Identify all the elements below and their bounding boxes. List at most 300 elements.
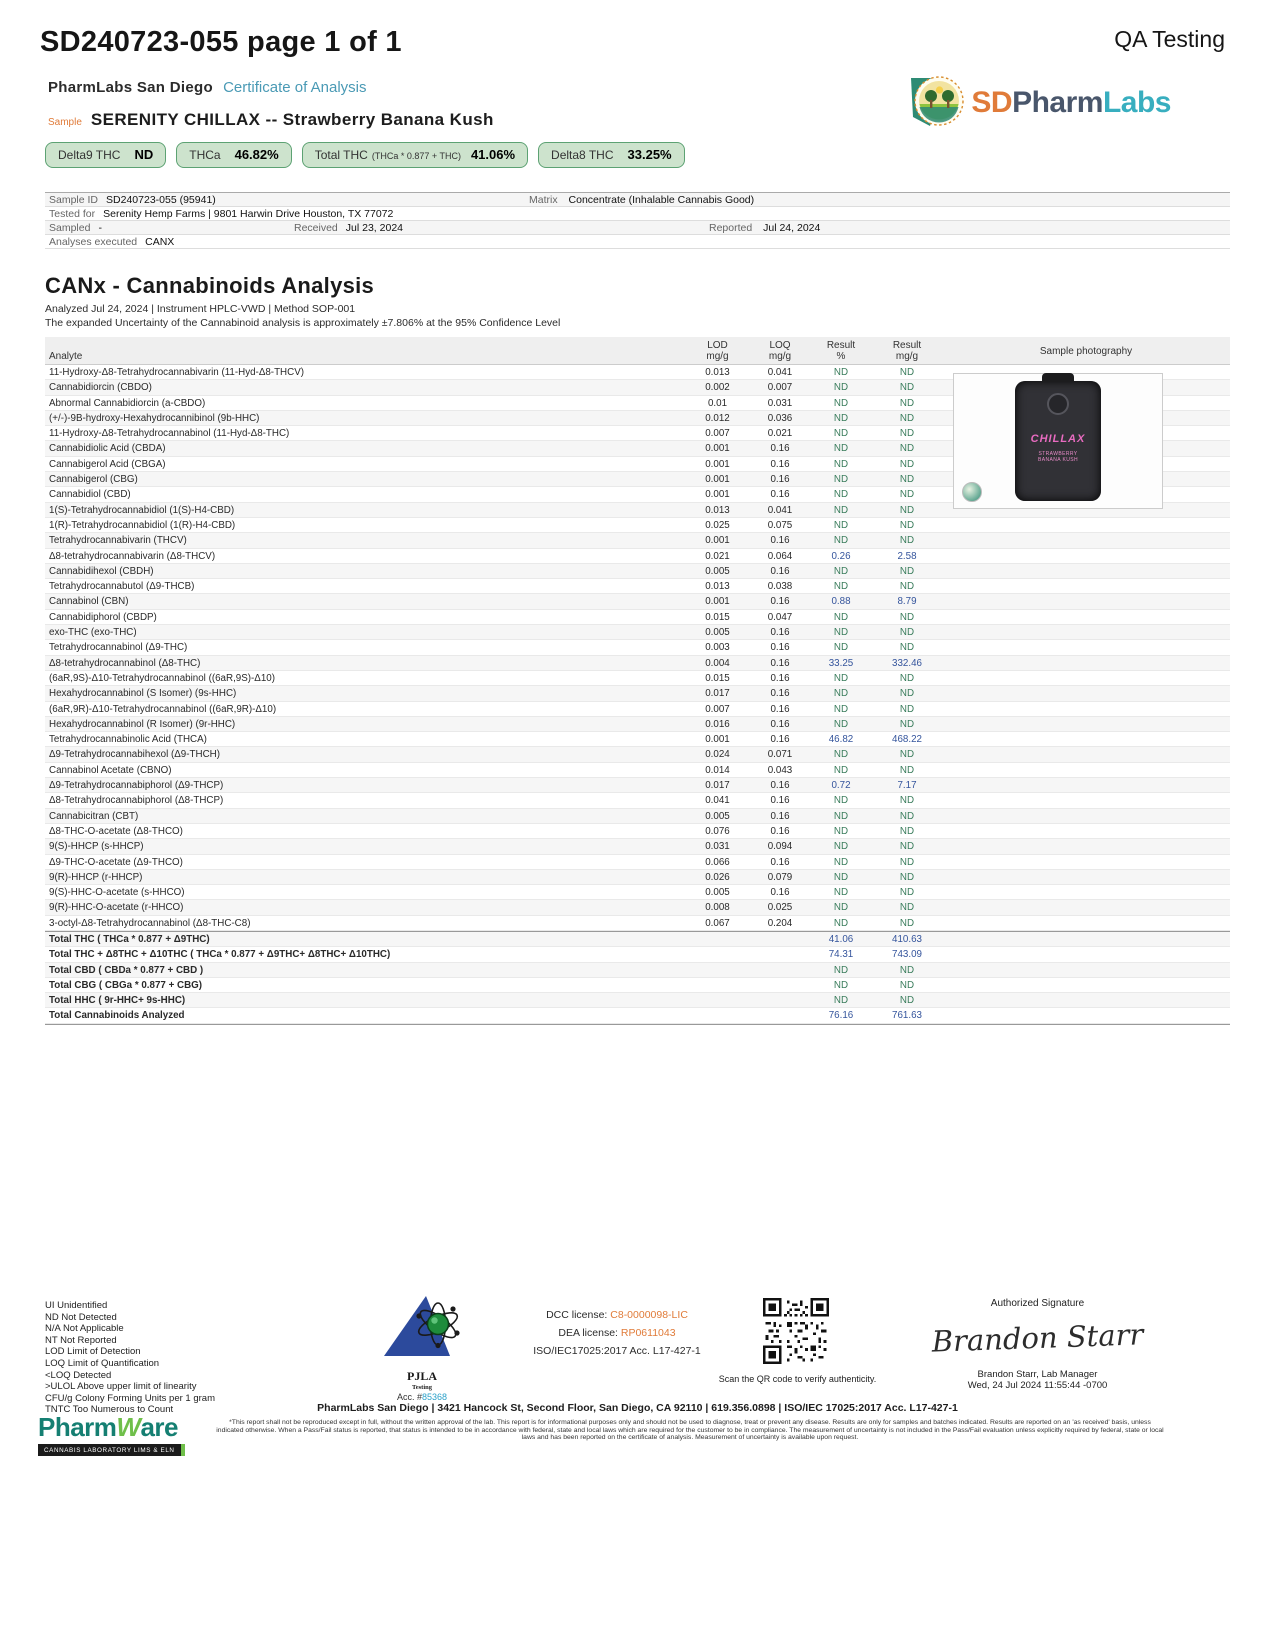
legend-item: ND Not Detected [45,1311,117,1323]
total-name: Total Cannabinoids Analyzed [49,1010,185,1022]
total-row [45,993,1230,1008]
pharmlabs-emblem-icon [903,74,967,132]
device-flavor-line2: BANANA KUSH [1038,457,1078,463]
table-row [45,702,1230,717]
loq-value: 0.16 [770,780,790,792]
loq-value: 0.007 [767,382,793,394]
badge-label: THCa [189,148,221,162]
total-name: Total THC + Δ8THC + Δ10THC ( THCa * 0.877 + Δ9THC+ Δ8THC+ Δ10THC) [49,949,391,961]
analyte-name: Tetrahydrocannabivarin (THCV) [49,535,187,547]
total-pct-value: 41.06 [828,933,854,945]
legend-item: LOD Limit of Detection [45,1346,141,1358]
pjla-accreditation [366,1294,478,1402]
loq-value: 0.031 [767,397,793,409]
badge-value: 41.06% [470,147,516,162]
lod-value: 0.012 [705,412,730,424]
cannabinoids-table [45,337,1230,1025]
total-name: Total CBD ( CBDa * 0.877 + CBD ) [49,964,204,976]
result-mgg-value: ND [899,474,915,486]
analyte-name: Δ8-tetrahydrocannabivarin (Δ8-THCV) [49,550,216,562]
pjla-name: PJLA [407,1369,437,1383]
table-row [45,533,1230,548]
result-pct-value: ND [833,535,849,547]
device-mouthpiece [1042,373,1074,382]
lod-value: 0.024 [705,749,730,761]
loq-value: 0.16 [770,887,790,899]
sample-photo [953,373,1163,509]
totals-rows [45,931,1230,1025]
result-pct-value: ND [833,688,849,700]
potency-badge [45,142,166,168]
result-pct-value: ND [833,672,849,684]
vape-device-image [1015,381,1101,501]
lod-value: 0.001 [705,474,730,486]
result-mgg-value: ND [899,519,915,531]
result-pct-value: ND [833,887,849,899]
total-mgg-value: ND [899,964,915,976]
result-mgg-value: ND [899,917,915,929]
total-pct-value: ND [833,979,849,991]
lod-value: 0.015 [705,672,730,684]
table-row [45,625,1230,640]
pjla-accreditation-number: Acc. #85368 [396,1392,448,1402]
disclaimer: *This report shall not be reproduced except in full, without the written approval of the lab. This report is for informational purposes only and should not be used to diagnose, treat or prevent any disease. Results are only for samples and batches indicated. Results are reported on an 'as received' basis, unless indicated otherwise. When a Pass/Fail status is reported, that status is intended to be in accordance with federal, state and local laws which are required for the customer to be in compliance. The measurement of uncertainty is not included in the Pass/Fail evaluation unless explicitly required by federal, state or local laws and has been reported on the certificate of analysis. Measurement of uncertainty is available upon request. [216,1419,1164,1442]
result-mgg-value: ND [899,902,915,914]
table-row [45,900,1230,915]
device-brand: CHILLAX [1030,433,1086,445]
result-pct-value: ND [833,795,849,807]
lod-value: 0.002 [705,382,730,394]
total-name: Total CBG ( CBGa * 0.877 + CBG) [49,979,203,991]
table-row [45,640,1230,655]
table-row [45,747,1230,762]
table-row [45,916,1230,931]
result-mgg-value: ND [899,367,915,378]
device-logo-badge [1047,393,1069,415]
analyte-name: Δ9-Tetrahydrocannabiphorol (Δ9-THCP) [49,780,224,792]
reported-value: Jul 24, 2024 [763,221,821,234]
matrix-value: Concentrate (Inhalable Cannabis Good) [568,193,755,206]
lod-value: 0.008 [705,902,730,914]
analyte-name: 11-Hydroxy-Δ8-Tetrahydrocannabinol (11-Hyd-Δ8-THC) [49,428,290,440]
sample-name: SERENITY CHILLAX -- Strawberry Banana Kush [90,110,494,129]
result-pct-value: 0.88 [831,596,851,608]
loq-value: 0.16 [770,642,790,654]
badge-value: 33.25% [627,147,672,162]
table-row [45,564,1230,579]
result-mgg-value: ND [899,397,915,409]
sdpharmlabs-logo [903,74,1171,132]
result-pct-value: ND [833,474,849,486]
analyte-name: Cannabidiolic Acid (CBDA) [49,443,166,455]
total-mgg-value: ND [899,979,915,991]
pjla-testing-label: Testing [412,1384,432,1391]
analyte-name: 1(R)-Tetrahydrocannabidiol (1(R)-H4-CBD) [49,519,236,531]
table-row [45,732,1230,747]
analyte-name: Cannabidihexol (CBDH) [49,565,154,577]
col-result-pct: Result % [826,340,856,362]
result-mgg-value: ND [899,382,915,394]
total-pct-value: ND [833,995,849,1007]
result-mgg-value: ND [899,718,915,730]
loq-value: 0.079 [767,871,793,883]
table-row [45,885,1230,900]
loq-value: 0.021 [767,428,793,440]
analyte-name: 11-Hydroxy-Δ8-Tetrahydrocannabivarin (11-Hyd-Δ8-THCV) [49,367,305,378]
legend-item: UI Unidentified [45,1300,108,1311]
uncertainty-note: The expanded Uncertainty of the Cannabinoid analysis is approximately ±7.806% at the 95% Confidence Level [45,317,561,329]
result-pct-value: ND [833,917,849,929]
analyses-value: CANX [145,235,175,248]
table-row [45,870,1230,885]
total-name: Total THC ( THCa * 0.877 + Δ9THC) [49,933,210,945]
sample-meta [45,192,1230,249]
lod-value: 0.004 [705,657,730,669]
legend-item: CFU/g Colony Forming Units per 1 gram [45,1392,215,1404]
result-pct-value: ND [833,749,849,761]
loq-value: 0.075 [767,519,793,531]
signature-block [915,1298,1160,1391]
col-lod: LOD mg/g [706,340,729,362]
received-label: Received [294,221,338,234]
result-mgg-value: ND [899,627,915,639]
loq-value: 0.16 [770,596,790,608]
total-pct-value: 74.31 [828,949,854,961]
result-mgg-value: ND [899,565,915,577]
result-mgg-value: 7.17 [897,780,917,792]
loq-value: 0.047 [767,611,793,623]
loq-value: 0.16 [770,458,790,470]
lod-value: 0.013 [705,367,730,378]
table-header [45,337,1230,365]
table-row [45,855,1230,870]
loq-value: 0.041 [767,367,793,378]
result-mgg-value: ND [899,611,915,623]
legend-item: LOQ Limit of Quantification [45,1357,160,1369]
loq-value: 0.16 [770,703,790,715]
loq-value: 0.16 [770,535,790,547]
dcc-license-number[interactable]: C8-0000098-LIC [610,1309,688,1321]
result-mgg-value: ND [899,535,915,547]
badge-value: 46.82% [234,147,279,162]
analyte-name: Δ8-THC-O-acetate (Δ8-THCO) [49,825,183,837]
loq-value: 0.025 [767,902,793,914]
total-mgg-value: 761.63 [892,1010,922,1022]
meta-row-analyses [45,235,1230,249]
analyte-name: (+/-)-9B-hydroxy-Hexahydrocannibinol (9b-HHC) [49,412,260,424]
lod-value: 0.025 [705,519,730,531]
loq-value: 0.16 [770,627,790,639]
badge-value: ND [134,147,154,162]
dea-license: DEA license: RP0611043 [558,1327,676,1339]
result-pct-value: ND [833,841,849,853]
result-pct-value: ND [833,703,849,715]
lod-value: 0.041 [705,795,730,807]
lod-value: 0.001 [705,443,730,455]
lod-value: 0.005 [705,627,730,639]
total-pct-value: ND [833,964,849,976]
received-value: Jul 23, 2024 [345,221,403,234]
analyte-name: Abnormal Cannabidiorcin (a-CBDO) [49,397,206,409]
result-mgg-value: ND [899,795,915,807]
result-pct-value: ND [833,581,849,593]
analyte-name: (6aR,9S)-Δ10-Tetrahydrocannabinol ((6aR,9S)-Δ10) [49,672,275,684]
result-mgg-value: ND [899,504,915,516]
table-row [45,839,1230,854]
qa-testing-label: QA Testing [1114,26,1225,52]
logo-labs: Labs [1102,86,1171,119]
analyte-name: 9(R)-HHCP (r-HHCP) [49,871,143,883]
lod-value: 0.005 [705,810,730,822]
section-title: CANx - Cannabinoids Analysis [45,273,375,298]
sample-id-label: Sample ID [49,193,99,206]
result-pct-value: ND [833,489,849,501]
result-mgg-value: 332.46 [892,657,922,669]
analyte-name: Cannabigerol (CBG) [49,474,138,486]
legend-item: TNTC Too Numerous to Count [45,1404,174,1416]
result-pct-value: ND [833,825,849,837]
analyte-name: exo-THC (exo-THC) [49,627,137,639]
result-mgg-value: 2.58 [897,550,917,562]
result-mgg-value: ND [899,810,915,822]
analyte-name: Cannabidiphorol (CBDP) [49,611,157,623]
document-id: SD240723-055 page 1 of 1 [40,26,402,58]
loq-value: 0.16 [770,474,790,486]
pjla-logo-icon [376,1294,468,1366]
lod-value: 0.016 [705,718,730,730]
sample-id-value: SD240723-055 (95941) [106,193,216,206]
result-pct-value: ND [833,642,849,654]
lod-value: 0.001 [705,734,730,746]
total-mgg-value: 743.09 [892,949,922,961]
license-block [512,1306,722,1360]
result-pct-value: ND [833,382,849,394]
matrix-label: Matrix [529,193,558,206]
table-row [45,610,1230,625]
loq-value: 0.036 [767,412,793,424]
dea-license-number[interactable]: RP0611043 [620,1327,676,1339]
potency-badge [176,142,291,168]
lod-value: 0.007 [705,428,730,440]
result-pct-value: ND [833,565,849,577]
analyte-name: Δ8-Tetrahydrocannabiphorol (Δ8-THCP) [49,795,224,807]
result-mgg-value: ND [899,412,915,424]
result-mgg-value: 8.79 [897,596,917,608]
analyte-name: 9(R)-HHC-O-acetate (r-HHCO) [49,902,184,914]
loq-value: 0.16 [770,856,790,868]
loq-value: 0.038 [767,581,793,593]
total-pct-value: 76.16 [828,1010,854,1022]
meta-row-dates [45,221,1230,235]
lod-value: 0.001 [705,489,730,501]
analyte-name: 1(S)-Tetrahydrocannabidiol (1(S)-H4-CBD) [49,504,235,516]
badge-label: Delta8 THC [551,148,614,162]
col-loq: LOQ mg/g [768,340,792,362]
analyte-name: 9(S)-HHC-O-acetate (s-HHCO) [49,887,185,899]
result-mgg-value: ND [899,428,915,440]
sampled-value: - [98,221,102,234]
table-row [45,656,1230,671]
result-pct-value: ND [833,718,849,730]
table-row [45,671,1230,686]
loq-value: 0.16 [770,734,790,746]
analyte-name: Cannabinol (CBN) [49,596,129,608]
loq-value: 0.071 [767,749,793,761]
badge-label: Delta9 THC [58,148,121,162]
signature-script: Brandon Starr [931,1317,1144,1359]
loq-value: 0.043 [767,764,793,776]
lod-value: 0.005 [705,887,730,899]
photo-sticker [962,482,982,502]
potency-badge [302,142,528,168]
pharmware-logo [38,1412,185,1456]
analyte-name: Tetrahydrocannabinol (Δ9-THC) [49,642,188,654]
result-mgg-value: ND [899,764,915,776]
result-mgg-value: ND [899,458,915,470]
result-pct-value: ND [833,611,849,623]
sample-label: Sample [48,117,82,128]
pharmware-post: are [140,1412,179,1442]
analyte-name: Cannabidiol (CBD) [49,489,131,501]
result-mgg-value: ND [899,825,915,837]
analyte-name: Cannabicitran (CBT) [49,810,139,822]
loq-value: 0.041 [767,504,793,516]
signer-name: Brandon Starr, Lab Manager [977,1369,1098,1380]
table-row [45,594,1230,609]
analyte-name: Cannabigerol Acid (CBGA) [49,458,166,470]
table-row [45,778,1230,793]
table-row [45,579,1230,594]
table-row [45,763,1230,778]
result-mgg-value: ND [899,642,915,654]
lod-value: 0.014 [705,764,730,776]
tested-for-value: Serenity Hemp Farms | 9801 Harwin Drive Houston, TX 77072 [103,207,394,220]
loq-value: 0.094 [767,841,793,853]
loq-value: 0.064 [767,550,793,562]
lod-value: 0.007 [705,703,730,715]
lod-value: 0.005 [705,565,730,577]
lod-value: 0.017 [705,688,730,700]
legend-item: <LOQ Detected [45,1369,112,1381]
table-row [45,549,1230,564]
sampled-label: Sampled [49,221,91,234]
result-pct-value: 0.72 [831,780,851,792]
dcc-license: DCC license: C8-0000098-LIC [546,1309,688,1321]
total-mgg-value: ND [899,995,915,1007]
table-row [45,824,1230,839]
table-row [45,717,1230,732]
col-analyte: Analyte [49,351,83,362]
result-pct-value: ND [833,519,849,531]
analyte-name: Δ9-Tetrahydrocannabihexol (Δ9-THCH) [49,749,220,761]
total-name: Total HHC ( 9r-HHC+ 9s-HHC) [49,995,186,1007]
result-pct-value: ND [833,412,849,424]
total-row [45,1008,1230,1023]
result-pct-value: 46.82 [828,734,854,746]
legend-item: NT Not Reported [45,1334,117,1346]
analysis-run-info: Analyzed Jul 24, 2024 | Instrument HPLC-VWD | Method SOP-001 [45,303,356,315]
result-mgg-value: ND [899,672,915,684]
logo-sd: SD [971,86,1013,119]
abbreviation-legend [45,1300,215,1416]
pharmware-w: W [116,1412,141,1442]
result-pct-value: 33.25 [828,657,854,669]
result-mgg-value: ND [899,489,915,501]
result-pct-value: ND [833,902,849,914]
lod-value: 0.066 [705,856,730,868]
signature-date: Wed, 24 Jul 2024 11:55:44 -0700 [967,1380,1108,1391]
result-mgg-value: ND [899,688,915,700]
qr-code[interactable] [763,1298,829,1364]
result-pct-value: ND [833,443,849,455]
reported-label: Reported [709,221,753,234]
lod-value: 0.001 [705,596,730,608]
result-mgg-value: ND [899,749,915,761]
loq-value: 0.16 [770,443,790,455]
lod-value: 0.01 [707,397,728,409]
analyte-name: 9(S)-HHCP (s-HHCP) [49,841,144,853]
lod-value: 0.013 [705,581,730,593]
potency-badges [45,142,1275,168]
lod-value: 0.015 [705,611,730,623]
pharmware-pre: Pharm [38,1412,117,1442]
result-pct-value: ND [833,764,849,776]
loq-value: 0.16 [770,718,790,730]
result-pct-value: ND [833,871,849,883]
result-pct-value: ND [833,367,849,378]
loq-value: 0.16 [770,810,790,822]
lod-value: 0.013 [705,504,730,516]
analyte-name: Tetrahydrocannabinolic Acid (THCA) [49,734,207,746]
col-result-mgg: Result mg/g [892,340,922,362]
analyte-name: Hexahydrocannabinol (R Isomer) (9r-HHC) [49,718,236,730]
loq-value: 0.16 [770,825,790,837]
lab-address: PharmLabs San Diego | 3421 Hancock St, Second Floor, San Diego, CA 92110 | 619.356.0898 | ISO/IEC 17025:2017 Acc. L17-427-1 [317,1402,958,1414]
result-mgg-value: ND [899,887,915,899]
lod-value: 0.031 [705,841,730,853]
lod-value: 0.017 [705,780,730,792]
device-flavor-line1: STRAWBERRY [1038,451,1078,457]
result-mgg-value: ND [899,841,915,853]
result-mgg-value: 468.22 [892,734,922,746]
legend-item: >ULOL Above upper limit of linearity [45,1381,197,1393]
result-mgg-value: ND [899,871,915,883]
analyte-name: Δ8-tetrahydrocannabinol (Δ8-THC) [49,657,201,669]
analyte-name: Cannabinol Acetate (CBNO) [49,764,172,776]
pharmware-tagline: CANNABIS LABORATORY LIMS & ELN [38,1444,185,1456]
authorized-signature-label: Authorized Signature [990,1298,1085,1309]
loq-value: 0.16 [770,672,790,684]
legend-item: N/A Not Applicable [45,1323,124,1335]
certificate-of-analysis-label: Certificate of Analysis [223,79,367,96]
loq-value: 0.16 [770,565,790,577]
analyte-name: Δ9-THC-O-acetate (Δ9-THCO) [49,856,183,868]
total-row [45,932,1230,947]
result-mgg-value: ND [899,443,915,455]
lod-value: 0.076 [705,825,730,837]
total-mgg-value: 410.63 [892,933,922,945]
table-row [45,793,1230,808]
tested-for-label: Tested for [49,207,96,220]
qr-caption: Scan the QR code to verify authenticity. [718,1374,877,1384]
potency-badge [538,142,685,168]
result-mgg-value: ND [899,856,915,868]
analyte-name: (6aR,9R)-Δ10-Tetrahydrocannabinol ((6aR,9R)-Δ10) [49,703,277,715]
badge-formula: (THCa * 0.877 + THC) [371,151,461,161]
lod-value: 0.067 [705,917,730,929]
total-row [45,978,1230,993]
analyte-name: Tetrahydrocannabutol (Δ9-THCB) [49,581,195,593]
